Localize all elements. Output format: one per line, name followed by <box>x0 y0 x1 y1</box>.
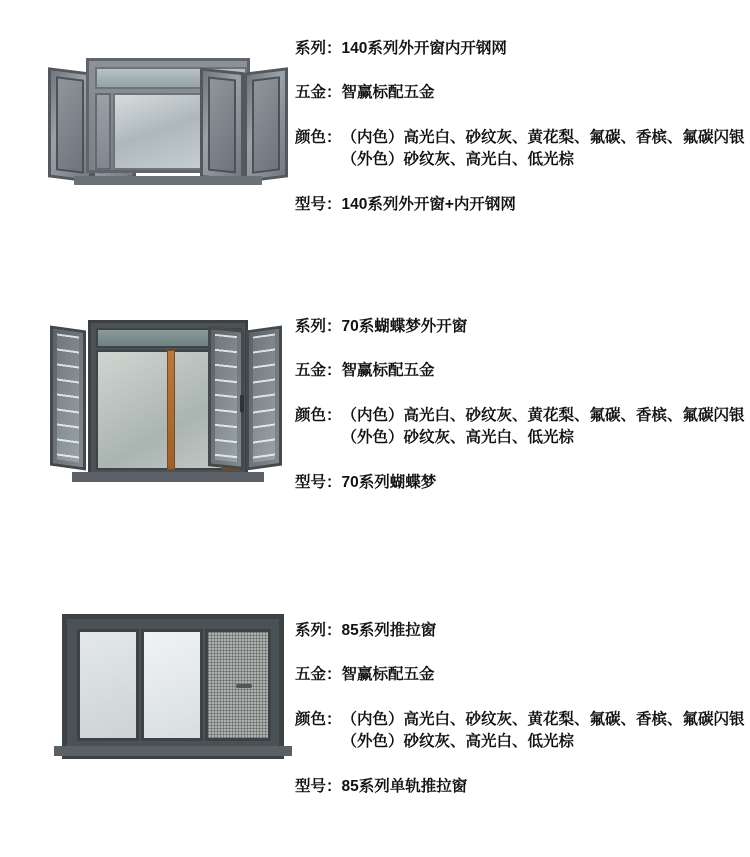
spec-series <box>295 316 750 338</box>
spec-color-label: 颜色： <box>295 710 342 728</box>
spec-color-value <box>342 709 750 754</box>
product-row <box>0 592 750 842</box>
spec-model-label: 型号： <box>295 195 342 213</box>
center-mullion <box>167 350 175 470</box>
window-sill <box>74 176 262 185</box>
spec-color-inner: （内色）高光白、砂纹灰、黄花梨、氟碳、香槟、氟碳闪银 <box>341 406 745 424</box>
sliding-pane-left <box>77 629 139 741</box>
spec-color-inner: （内色）高光白、砂纹灰、黄花梨、氟碳、香槟、氟碳闪银 <box>341 710 745 728</box>
window-leaf-right-inner <box>208 326 244 470</box>
spec-series-value: 85系列推拉窗 <box>341 622 437 639</box>
spec-series-value: 140系列外开窗内开钢网 <box>341 40 507 57</box>
spec-series-label: 系列： <box>295 622 342 639</box>
spec-series <box>295 620 750 642</box>
spec-hardware-value: 智赢标配五金 <box>341 84 435 102</box>
window-sill <box>54 746 292 756</box>
spec-color-label: 颜色： <box>295 406 342 424</box>
spec-series-value: 70系蝴蝶梦外开窗 <box>341 318 468 335</box>
spec-hardware-value: 智赢标配五金 <box>341 666 435 684</box>
spec-model <box>295 776 750 798</box>
spec-hardware-label: 五金： <box>295 84 342 102</box>
insect-screen-panel <box>205 629 271 741</box>
sliding-pane-middle <box>141 629 203 741</box>
product-image-casement-window-with-steel-screen <box>0 10 290 260</box>
spec-color <box>295 709 750 754</box>
spec-color-value <box>342 127 750 172</box>
window-leaf-right-inner <box>200 68 244 183</box>
spec-color-outer: （外色）砂纹灰、高光白、低光棕 <box>341 151 575 169</box>
side-panel-left <box>95 93 111 170</box>
spec-color <box>295 405 750 450</box>
window-illustration <box>48 614 288 764</box>
product-spec-block <box>290 288 750 494</box>
product-spec-block <box>290 592 750 798</box>
window-frame <box>62 614 284 759</box>
product-row <box>0 10 750 260</box>
spec-color-label: 颜色： <box>295 128 342 146</box>
spec-color <box>295 127 750 172</box>
spec-color-outer: （外色）砂纹灰、高光白、低光棕 <box>341 429 575 447</box>
spec-hardware <box>295 360 750 382</box>
product-row <box>0 288 750 538</box>
spec-hardware-label: 五金： <box>295 362 342 380</box>
spec-model <box>295 472 750 494</box>
spec-model-value: 85系列单轨推拉窗 <box>341 777 468 795</box>
window-handle <box>240 394 244 412</box>
spec-model <box>295 194 750 216</box>
spec-model-label: 型号： <box>295 473 342 491</box>
window-sill <box>72 472 264 482</box>
spec-model-value: 140系列外开窗+内开钢网 <box>341 195 516 213</box>
spec-hardware-value: 智赢标配五金 <box>341 362 435 380</box>
product-image-sliding-window-with-screen <box>0 592 290 842</box>
spec-hardware <box>295 82 750 104</box>
spec-color-inner: （内色）高光白、砂纹灰、黄花梨、氟碳、香槟、氟碳闪银 <box>341 128 745 146</box>
spec-color-value <box>342 405 750 450</box>
screen-handle <box>236 684 252 688</box>
spec-series <box>295 38 750 60</box>
window-leaf-right-outer <box>246 325 282 470</box>
window-leaf-left-outer <box>50 325 86 470</box>
product-spec-block <box>290 10 750 216</box>
window-illustration <box>48 48 288 198</box>
spec-series-label: 系列： <box>295 40 342 57</box>
window-leaf-right-outer <box>244 67 288 182</box>
window-illustration <box>48 310 288 500</box>
spec-color-outer: （外色）砂纹灰、高光白、低光棕 <box>341 733 575 751</box>
spec-hardware-label: 五金： <box>295 666 342 684</box>
spec-series-label: 系列： <box>295 318 342 335</box>
spec-model-label: 型号： <box>295 777 342 795</box>
product-image-butterfly-dream-casement-window <box>0 288 290 538</box>
spec-model-value: 70系列蝴蝶梦 <box>341 473 437 491</box>
spec-hardware <box>295 664 750 686</box>
